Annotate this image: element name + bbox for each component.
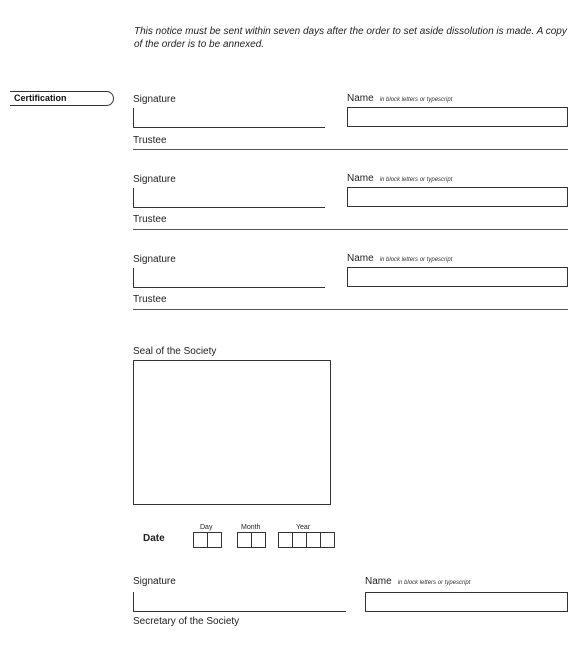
signature-label: Signature — [133, 174, 176, 185]
notice-text: This notice must be sent within seven days after the order to set aside dissolution is made. A copy of the order is to be annexed. — [134, 26, 567, 50]
name-label: Name in block letters or typescript — [347, 173, 453, 184]
month-boxes — [237, 532, 265, 548]
day-boxes — [193, 532, 221, 548]
name-hint: in block letters or typescript — [379, 257, 453, 263]
trustee-label: Trustee — [133, 135, 167, 146]
month-digit-2[interactable] — [251, 532, 266, 548]
divider — [133, 229, 568, 230]
seal-label: Seal of the Society — [133, 346, 217, 357]
trustee-2-signature-field[interactable] — [133, 188, 325, 208]
seal-box[interactable] — [133, 360, 331, 505]
signature-label: Signature — [133, 254, 176, 265]
name-label: Name in block letters or typescript — [365, 576, 471, 587]
name-hint: in block letters or typescript — [379, 97, 453, 103]
month-digit-1[interactable] — [237, 532, 252, 548]
year-label: Year — [296, 524, 311, 531]
signature-label: Signature — [133, 576, 176, 587]
year-digit-1[interactable] — [278, 532, 293, 548]
name-hint: in block letters or typescript — [397, 580, 471, 586]
name-label: Name in block letters or typescript — [347, 93, 453, 104]
secretary-label: Secretary of the Society — [133, 616, 240, 627]
divider — [133, 309, 568, 310]
divider — [133, 149, 568, 150]
day-digit-1[interactable] — [193, 532, 208, 548]
year-digit-4[interactable] — [320, 532, 335, 548]
trustee-label: Trustee — [133, 294, 167, 305]
year-boxes — [278, 532, 334, 548]
month-label: Month — [241, 524, 261, 531]
day-digit-2[interactable] — [207, 532, 222, 548]
trustee-1-name-field[interactable] — [347, 107, 568, 127]
day-label: Day — [200, 524, 213, 531]
trustee-3-name-field[interactable] — [347, 267, 568, 287]
certification-label: Certification — [14, 93, 67, 103]
name-label: Name in block letters or typescript — [347, 253, 453, 264]
signature-label: Signature — [133, 94, 176, 105]
year-digit-3[interactable] — [306, 532, 321, 548]
trustee-1-signature-field[interactable] — [133, 108, 325, 128]
trustee-label: Trustee — [133, 214, 167, 225]
trustee-2-name-field[interactable] — [347, 187, 568, 207]
date-label: Date — [143, 533, 165, 544]
trustee-3-signature-field[interactable] — [133, 268, 325, 288]
year-digit-2[interactable] — [292, 532, 307, 548]
secretary-signature-field[interactable] — [133, 592, 346, 612]
name-hint: in block letters or typescript — [379, 177, 453, 183]
secretary-name-field[interactable] — [365, 592, 568, 612]
